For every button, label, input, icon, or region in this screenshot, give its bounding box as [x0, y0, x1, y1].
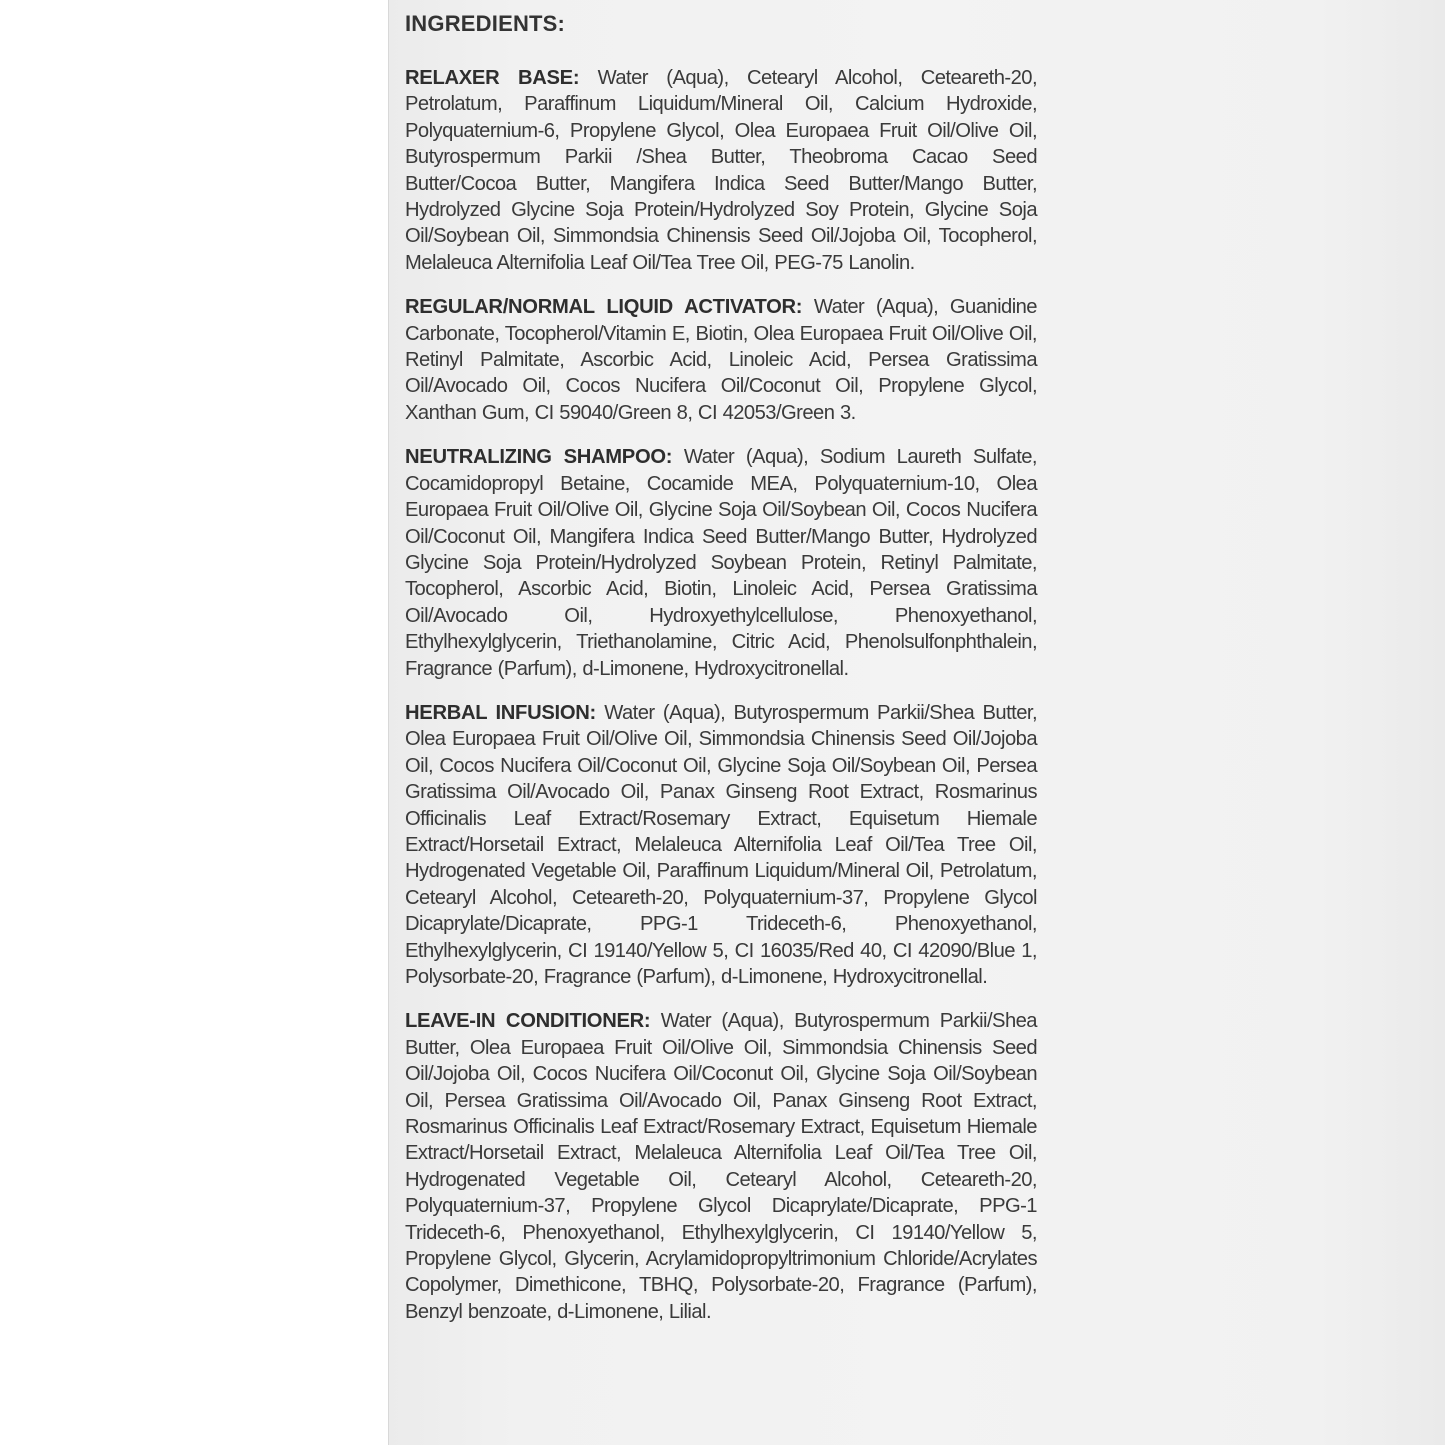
section-liquid-activator [405, 294, 1037, 426]
section-text: Water (Aqua), Guanidine Carbonate, Tocopherol/Vitamin E, Biotin, Olea Europaea Fruit Oil/Olive Oil, Retinyl Palmitate, Ascorbic Acid, Linoleic Acid, Persea Gratissima Oil/Avocado Oil, Cocos Nucifera Oil/Coconut Oil, Propylene Glycol, Xanthan Gum, CI 59040/Green 8, CI 42053/Green 3. [405, 296, 1037, 424]
section-neutralizing-shampoo [405, 444, 1037, 682]
section-label: RELAXER BASE: [405, 67, 580, 89]
section-label: REGULAR/NORMAL LIQUID ACTIVATOR: [405, 296, 803, 319]
section-text: Water (Aqua), Cetearyl Alcohol, Ceteareth-20, Petrolatum, Paraffinum Liquidum/Mineral Oil, Calcium Hydroxide, Polyquaternium-6, Propylene Glycol, Olea Europaea Fruit Oil/Olive Oil, Butyrospermum Parkii /Shea Butter, Theobroma Cacao Seed Butter/Cocoa Butter, Mangifera Indica Seed Butter/Mango Butter, Hydrolyzed Glycine Soja Protein/Hydrolyzed Soy Protein, Glycine Soja Oil/Soybean Oil, Simmondsia Chinensis Seed Oil/Jojoba Oil, Tocopherol, Melaleuca Alternifolia Leaf Oil/Tea Tree Oil, PEG-75 Lanolin. [405, 67, 1038, 274]
section-label: HERBAL INFUSION: [405, 701, 596, 724]
section-leave-in-conditioner [405, 1008, 1037, 1325]
section-label: LEAVE-IN CONDITIONER: [405, 1010, 651, 1033]
ingredients-heading: INGREDIENTS: [405, 11, 566, 36]
section-herbal-infusion [405, 700, 1037, 990]
section-text: Water (Aqua), Butyrospermum Parkii/Shea Butter, Olea Europaea Fruit Oil/Olive Oil, Simmondsia Chinensis Seed Oil/Jojoba Oil, Cocos Nucifera Oil/Coconut Oil, Glycine Soja Oil/Soybean Oil, Persea Gratissima Oil/Avocado Oil, Panax Ginseng Root Extract, Rosmarinus Officinalis Leaf Extract/Rosemary Extract, Equisetum Hiemale Extract/Horsetail Extract, Melaleuca Alternifolia Leaf Oil/Tea Tree Oil, Hydrogenated Vegetable Oil, Cetearyl Alcohol, Ceteareth-20, Polyquaternium-37, Propylene Glycol Dicaprylate/Dicaprate, PPG-1 Trideceth-6, Phenoxyethanol, Ethylhexylglycerin, CI 19140/Yellow 5, Propylene Glycol, Glycerin, Acrylamidopropyltrimonium Chloride/Acrylates Copolymer, Dimethicone, TBHQ, Polysorbate-20, Fragrance (Parfum), Benzyl benzoate, d-Limonene, Lilial. [405, 1010, 1037, 1323]
section-text: Water (Aqua), Butyrospermum Parkii/Shea Butter, Olea Europaea Fruit Oil/Olive Oil, Simmondsia Chinensis Seed Oil/Jojoba Oil, Cocos Nucifera Oil/Coconut Oil, Glycine Soja Oil/Soybean Oil, Persea Gratissima Oil/Avocado Oil, Panax Ginseng Root Extract, Rosmarinus Officinalis Leaf Extract/Rosemary Extract, Equisetum Hiemale Extract/Horsetail Extract, Melaleuca Alternifolia Leaf Oil/Tea Tree Oil, Hydrogenated Vegetable Oil, Paraffinum Liquidum/Mineral Oil, Petrolatum, Cetearyl Alcohol, Ceteareth-20, Polyquaternium-37, Propylene Glycol Dicaprylate/Dicaprate, PPG-1 Trideceth-6, Phenoxyethanol, Ethylhexylglycerin, CI 19140/Yellow 5, CI 16035/Red 40, CI 42090/Blue 1, Polysorbate-20, Fragrance (Parfum), d-Limonene, Hydroxycitronellal. [405, 701, 1038, 988]
ingredients-label [405, 10, 1037, 1343]
section-relaxer-base [405, 65, 1037, 276]
section-text: Water (Aqua), Sodium Laureth Sulfate, Cocamidopropyl Betaine, Cocamide MEA, Polyquaternium-10, Olea Europaea Fruit Oil/Olive Oil, Glycine Soja Oil/Soybean Oil, Cocos Nucifera Oil/Coconut Oil, Mangifera Indica Seed Butter/Mango Butter, Hydrolyzed Glycine Soja Protein/Hydrolyzed Soybean Protein, Retinyl Palmitate, Tocopherol, Ascorbic Acid, Biotin, Linoleic Acid, Persea Gratissima Oil/Avocado Oil, Hydroxyethylcellulose, Phenoxyethanol, Ethylhexylglycerin, Triethanolamine, Citric Acid, Phenolsulfonphthalein, Fragrance (Parfum), d-Limonene, Hydroxycitronellal. [405, 446, 1037, 680]
section-label: NEUTRALIZING SHAMPOO: [405, 446, 673, 469]
